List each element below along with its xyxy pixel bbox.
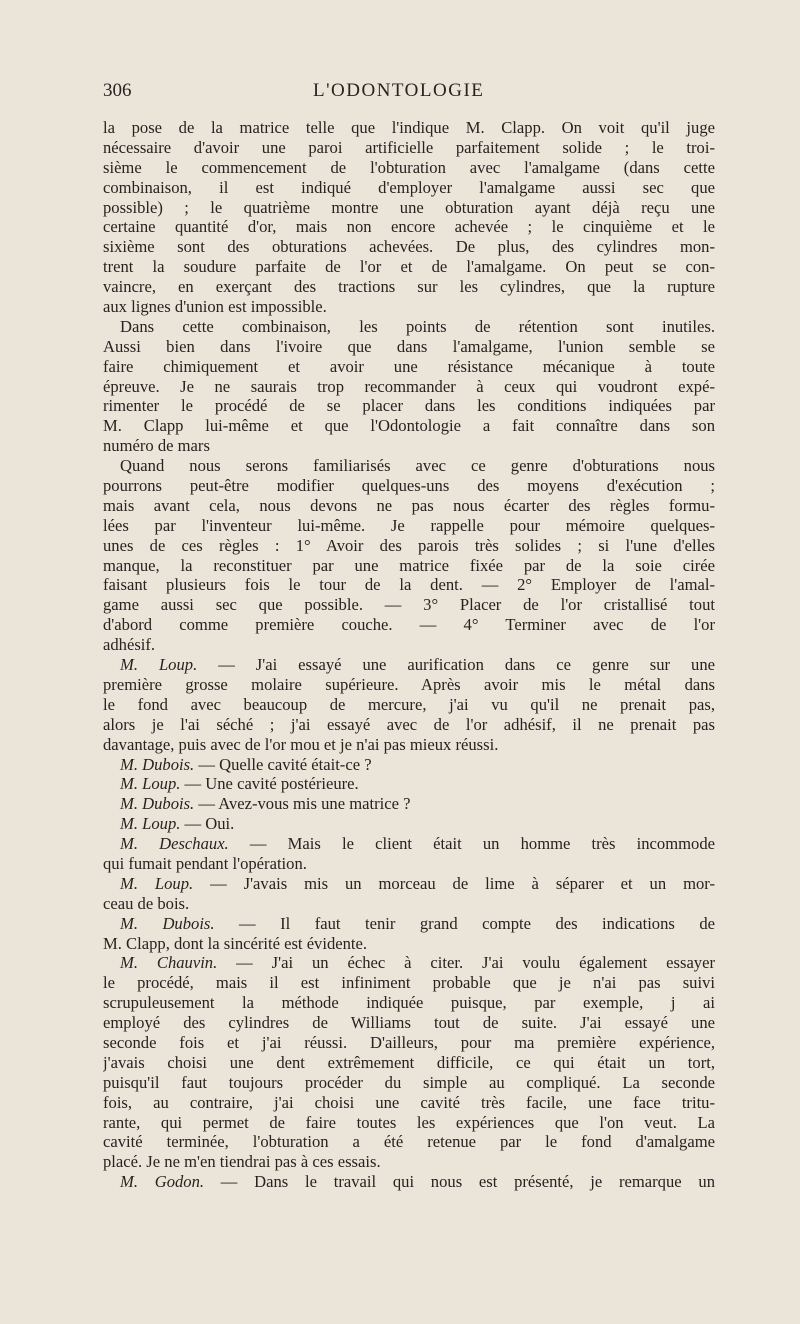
text-line — [103, 1132, 715, 1152]
text-line — [103, 456, 715, 476]
text-line — [103, 118, 715, 138]
speaker-name: M. Dubois. — [120, 913, 215, 933]
text-line — [103, 257, 715, 277]
line-text: rimenter le procédé de se placer dans les conditions indiquées par — [103, 396, 715, 416]
text-line — [103, 755, 715, 775]
speaker-name: M. Godon. — [120, 1172, 205, 1192]
speaker-name: M. Loup. — [120, 655, 198, 675]
speaker-name: M. Loup. — [120, 774, 181, 794]
line-text: j'avais choisi une dent extrêmement difficile, ce qui était un tort, — [103, 1052, 715, 1072]
speaker-name: M. Dubois. — [120, 754, 195, 774]
line-text: sixième sont des obturations achevées. De plus, des cylindres mon- — [103, 237, 715, 257]
text-line — [103, 675, 715, 695]
running-title: L'ODONTOLOGIE — [313, 80, 485, 101]
line-text: — Avez-vous mis une matrice ? — [194, 794, 411, 814]
line-text: M. Clapp lui-même et que l'Odontologie a fait connaître dans son — [103, 416, 715, 436]
text-line — [103, 198, 715, 218]
line-text: pourrons peut-être modifier quelques-uns des moyens d'exécution ; — [103, 476, 715, 496]
text-line — [103, 416, 715, 436]
page-number: 306 — [103, 80, 132, 101]
line-text: épreuve. Je ne saurais trop recommander à ceux qui voudront expé- — [103, 376, 715, 396]
text-line — [103, 1152, 715, 1172]
text-line — [103, 934, 715, 954]
line-text: d'abord comme première couche. — 4° Terminer avec de l'or — [103, 615, 715, 635]
line-text: — Quelle cavité était-ce ? — [194, 754, 372, 774]
line-text: seconde fois et j'ai réussi. D'ailleurs, pour ma première expérience, — [103, 1032, 715, 1052]
text-line — [103, 516, 715, 536]
speaker-name: M. Loup. — [120, 814, 181, 834]
line-text: cavité terminée, l'obturation a été retenue par le fond d'amalgame — [103, 1132, 715, 1152]
line-text: alors je l'ai séché ; j'ai essayé avec de l'or adhésif, il ne prenait pas — [103, 714, 715, 734]
text-line — [103, 854, 715, 874]
line-text: numéro de mars — [103, 436, 210, 456]
text-line — [103, 914, 715, 934]
speaker-name: M. Loup. — [120, 873, 194, 893]
text-line — [103, 814, 715, 834]
line-text: employé des cylindres de Williams tout de suite. J'ai essayé une — [103, 1013, 715, 1033]
text-line — [103, 496, 715, 516]
line-text: nécessaire d'avoir une paroi artificielle parfaitement solide ; le troi- — [103, 137, 715, 157]
line-text: manque, la reconstituer par une matrice fixée par de la soie cirée — [103, 555, 715, 575]
line-text: aux lignes d'union est impossible. — [103, 297, 327, 317]
line-text: unes de ces règles : 1° Avoir des parois très solides ; si l'une d'elles — [103, 535, 715, 555]
text-line — [103, 556, 715, 576]
text-line — [103, 337, 715, 357]
line-text: — Une cavité postérieure. — [180, 774, 359, 794]
text-line — [103, 1053, 715, 1073]
text-line — [103, 874, 715, 894]
line-text: — J'ai un échec à citer. J'ai voulu également essayer — [217, 953, 715, 973]
body-text — [103, 118, 715, 1192]
line-text: sième le commencement de l'obturation avec l'amalgame (dans cette — [103, 157, 715, 177]
text-line — [103, 1013, 715, 1033]
line-text: adhésif. — [103, 635, 156, 655]
text-line — [103, 794, 715, 814]
line-text: ceau de bois. — [103, 893, 190, 913]
text-line — [103, 575, 715, 595]
text-line — [103, 1172, 715, 1192]
text-line — [103, 735, 715, 755]
text-line — [103, 277, 715, 297]
line-text: — J'avais mis un morceau de lime à séparer et un mor- — [193, 873, 715, 893]
line-text: — Dans le travail qui nous est présenté, je remarque un — [204, 1172, 715, 1192]
text-line — [103, 1093, 715, 1113]
text-line — [103, 774, 715, 794]
text-line — [103, 158, 715, 178]
text-line — [103, 1033, 715, 1053]
text-line — [103, 317, 715, 337]
text-line — [103, 178, 715, 198]
line-text: scrupuleusement la méthode indiquée puisque, par exemple, j ai — [103, 993, 715, 1013]
line-text: faisant plusieurs fois le tour de la dent. — 2° Employer de l'amal- — [103, 575, 715, 595]
text-line — [103, 834, 715, 854]
text-line — [103, 715, 715, 735]
text-line — [103, 237, 715, 257]
text-line — [103, 396, 715, 416]
speaker-name: M. Dubois. — [120, 794, 195, 814]
text-line — [103, 993, 715, 1013]
line-text: trent la soudure parfaite de l'or et de l'amalgame. On peut se con- — [103, 257, 715, 277]
line-text: M. Clapp, dont la sincérité est évidente. — [103, 933, 368, 953]
line-text: possible) ; le quatrième montre une obturation ayant déjà reçu une — [103, 197, 715, 217]
text-line — [103, 635, 715, 655]
line-text: — Il faut tenir grand compte des indications de — [214, 913, 715, 933]
text-line — [103, 1113, 715, 1133]
line-text: — Mais le client était un homme très incommode — [228, 834, 715, 854]
line-text: placé. Je ne m'en tiendrai pas à ces essais. — [103, 1152, 381, 1172]
line-text: puisqu'il faut toujours procéder du simple au compliqué. La seconde — [103, 1072, 715, 1092]
text-line — [103, 655, 715, 675]
line-text: lées par l'inventeur lui-même. Je rappelle pour mémoire quelques- — [103, 515, 715, 535]
line-text: mais avant cela, nous devons ne pas nous écarter des règles formu- — [103, 495, 715, 515]
line-text: Dans cette combinaison, les points de rétention sont inutiles. — [120, 316, 715, 336]
text-line — [103, 357, 715, 377]
line-text: qui fumait pendant l'opération. — [103, 853, 307, 873]
text-line — [103, 476, 715, 496]
line-text: — J'ai essayé une aurification dans ce genre sur une — [197, 655, 715, 675]
line-text: rante, qui permet de faire toutes les expériences que l'on veut. La — [103, 1112, 715, 1132]
line-text: Aussi bien dans l'ivoire que dans l'amalgame, l'union semble se — [103, 336, 715, 356]
line-text: combinaison, il est indiqué d'employer l'amalgame aussi sec que — [103, 177, 715, 197]
line-text: première grosse molaire supérieure. Après avoir mis le métal dans — [103, 674, 715, 694]
line-text: Quand nous serons familiarisés avec ce genre d'obturations nous — [120, 456, 715, 476]
line-text: certaine quantité d'or, mais non encore achevée ; le cinquième et le — [103, 217, 715, 237]
line-text: le procédé, mais il est infiniment probable que je n'ai pas suivi — [103, 973, 715, 993]
line-text: la pose de la matrice telle que l'indique M. Clapp. On voit qu'il juge — [103, 118, 715, 137]
line-text: game aussi sec que possible. — 3° Placer de l'or cristallisé tout — [103, 595, 715, 615]
text-line — [103, 297, 715, 317]
text-line — [103, 595, 715, 615]
line-text: le fond avec beaucoup de mercure, j'ai vu qu'il ne prenait pas, — [103, 694, 715, 714]
page-header — [103, 80, 715, 110]
text-line — [103, 894, 715, 914]
text-line — [103, 377, 715, 397]
text-line — [103, 536, 715, 556]
text-line — [103, 138, 715, 158]
line-text: — Oui. — [180, 814, 235, 834]
line-text: fois, au contraire, j'ai choisi une cavité très facile, une face tritu- — [103, 1092, 715, 1112]
line-text: faire chimiquement et avoir une résistance mécanique à toute — [103, 356, 715, 376]
speaker-name: M. Deschaux. — [120, 834, 229, 854]
line-text: vaincre, en exerçant des tractions sur les cylindres, que la rupture — [103, 277, 715, 297]
text-line — [103, 615, 715, 635]
speaker-name: M. Chauvin. — [120, 953, 218, 973]
text-line — [103, 217, 715, 237]
text-line — [103, 436, 715, 456]
text-line — [103, 695, 715, 715]
text-line — [103, 953, 715, 973]
text-line — [103, 1073, 715, 1093]
line-text: davantage, puis avec de l'or mou et je n'ai pas mieux réussi. — [103, 734, 499, 754]
text-line — [103, 973, 715, 993]
